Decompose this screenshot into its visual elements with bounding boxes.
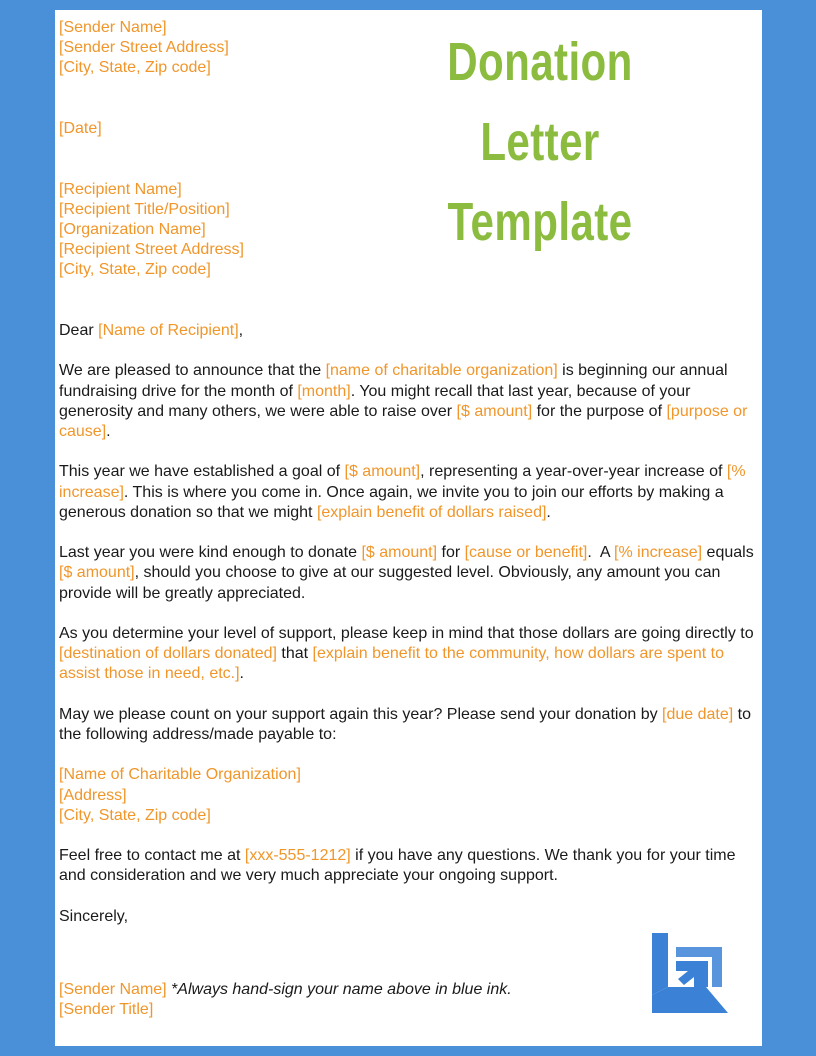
sender-city: [City, State, Zip code] xyxy=(59,59,211,77)
sender-street: [Sender Street Address] xyxy=(59,39,229,57)
placeholder: [% increase] xyxy=(614,544,703,562)
recipient-city: [City, State, Zip code] xyxy=(59,261,211,279)
recipient-organization: [Organization Name] xyxy=(59,221,206,238)
signature-note: *Always hand-sign your name above in blue ink. xyxy=(166,980,512,998)
placeholder: [% increase] xyxy=(59,463,746,501)
paragraph-4: As you determine your level of support, please keep in mind that those dollars are going directly to [destination of dollars donated] that [explain benefit to the community, how dollars are spent to assist those in need, etc.]. xyxy=(59,624,754,683)
placeholder: [$ amount] xyxy=(456,402,533,420)
placeholder: [Name of Recipient] xyxy=(98,322,239,339)
salutation: Dear [Name of Recipient], xyxy=(59,322,244,339)
title-line-1: Donation Letter xyxy=(447,32,633,172)
paragraph-5: May we please count on your support again this year? Please send your donation by [due date] to the following address/made payable to: xyxy=(59,705,752,743)
letter-date: [Date] xyxy=(59,120,102,137)
placeholder: [destination of dollars donated] xyxy=(59,645,277,663)
placeholder: [explain benefit of dollars raised] xyxy=(316,503,547,521)
organization-city: [City, State, Zip code] xyxy=(59,806,211,824)
signature-name: [Sender Name] xyxy=(59,980,167,998)
recipient-street: [Recipient Street Address] xyxy=(59,241,244,259)
paragraph-1: We are pleased to announce that the [name of charitable organization] is beginning our annual fundraising drive for the month of [month]. You might recall that last year, because of your generosity and many others, we were able to raise over [$ amount] for the purpose of [purpose or cause]. xyxy=(59,362,748,440)
letter-page xyxy=(55,10,762,1046)
closing: Sincerely, xyxy=(59,907,129,925)
organization-block xyxy=(59,765,754,826)
placeholder: [xxx-555-1212] xyxy=(244,847,351,865)
sender-block xyxy=(59,18,754,79)
brand-logo-icon xyxy=(648,933,728,1013)
placeholder: [cause or benefit] xyxy=(464,544,588,562)
recipient-name: [Recipient Name] xyxy=(59,180,182,198)
organization-name: [Name of Charitable Organization] xyxy=(59,766,301,784)
signature-title: [Sender Title] xyxy=(59,1001,154,1019)
placeholder: [$ amount] xyxy=(59,564,135,582)
placeholder: [$ amount] xyxy=(344,463,421,481)
placeholder: [due date] xyxy=(662,705,734,723)
recipient-block xyxy=(59,180,754,281)
paragraph-2: This year we have established a goal of [$ amount], representing a year-over-year increase of [% increase]. This is where you come in. Once again, we invite you to join our efforts by making a generous donation so that we might [explain benefit of dollars raised]. xyxy=(59,463,746,521)
letter-body xyxy=(59,18,754,1020)
placeholder: [name of charitable organization] xyxy=(325,362,558,380)
placeholder: [purpose or cause] xyxy=(59,402,748,440)
paragraph-3: Last year you were kind enough to donate [$ amount] for [cause or benefit]. A [% increase] equals [$ amount], should you choose to give at our suggested level. Obviously, any amount you can provide will be greatly appreciated. xyxy=(59,544,754,602)
organization-address: [Address] xyxy=(59,786,127,804)
placeholder: [explain benefit to the community, how dollars are spent to assist those in need, etc.] xyxy=(59,645,724,683)
paragraph-6: Feel free to contact me at [xxx-555-1212] if you have any questions. We thank you for your time and consideration and we very much appreciate your ongoing support. xyxy=(59,847,736,885)
title-line-2: Template xyxy=(447,192,633,252)
placeholder: [$ amount] xyxy=(361,544,438,562)
recipient-title: [Recipient Title/Position] xyxy=(59,200,230,218)
sender-name: [Sender Name] xyxy=(59,19,167,36)
placeholder: [month] xyxy=(297,382,351,400)
